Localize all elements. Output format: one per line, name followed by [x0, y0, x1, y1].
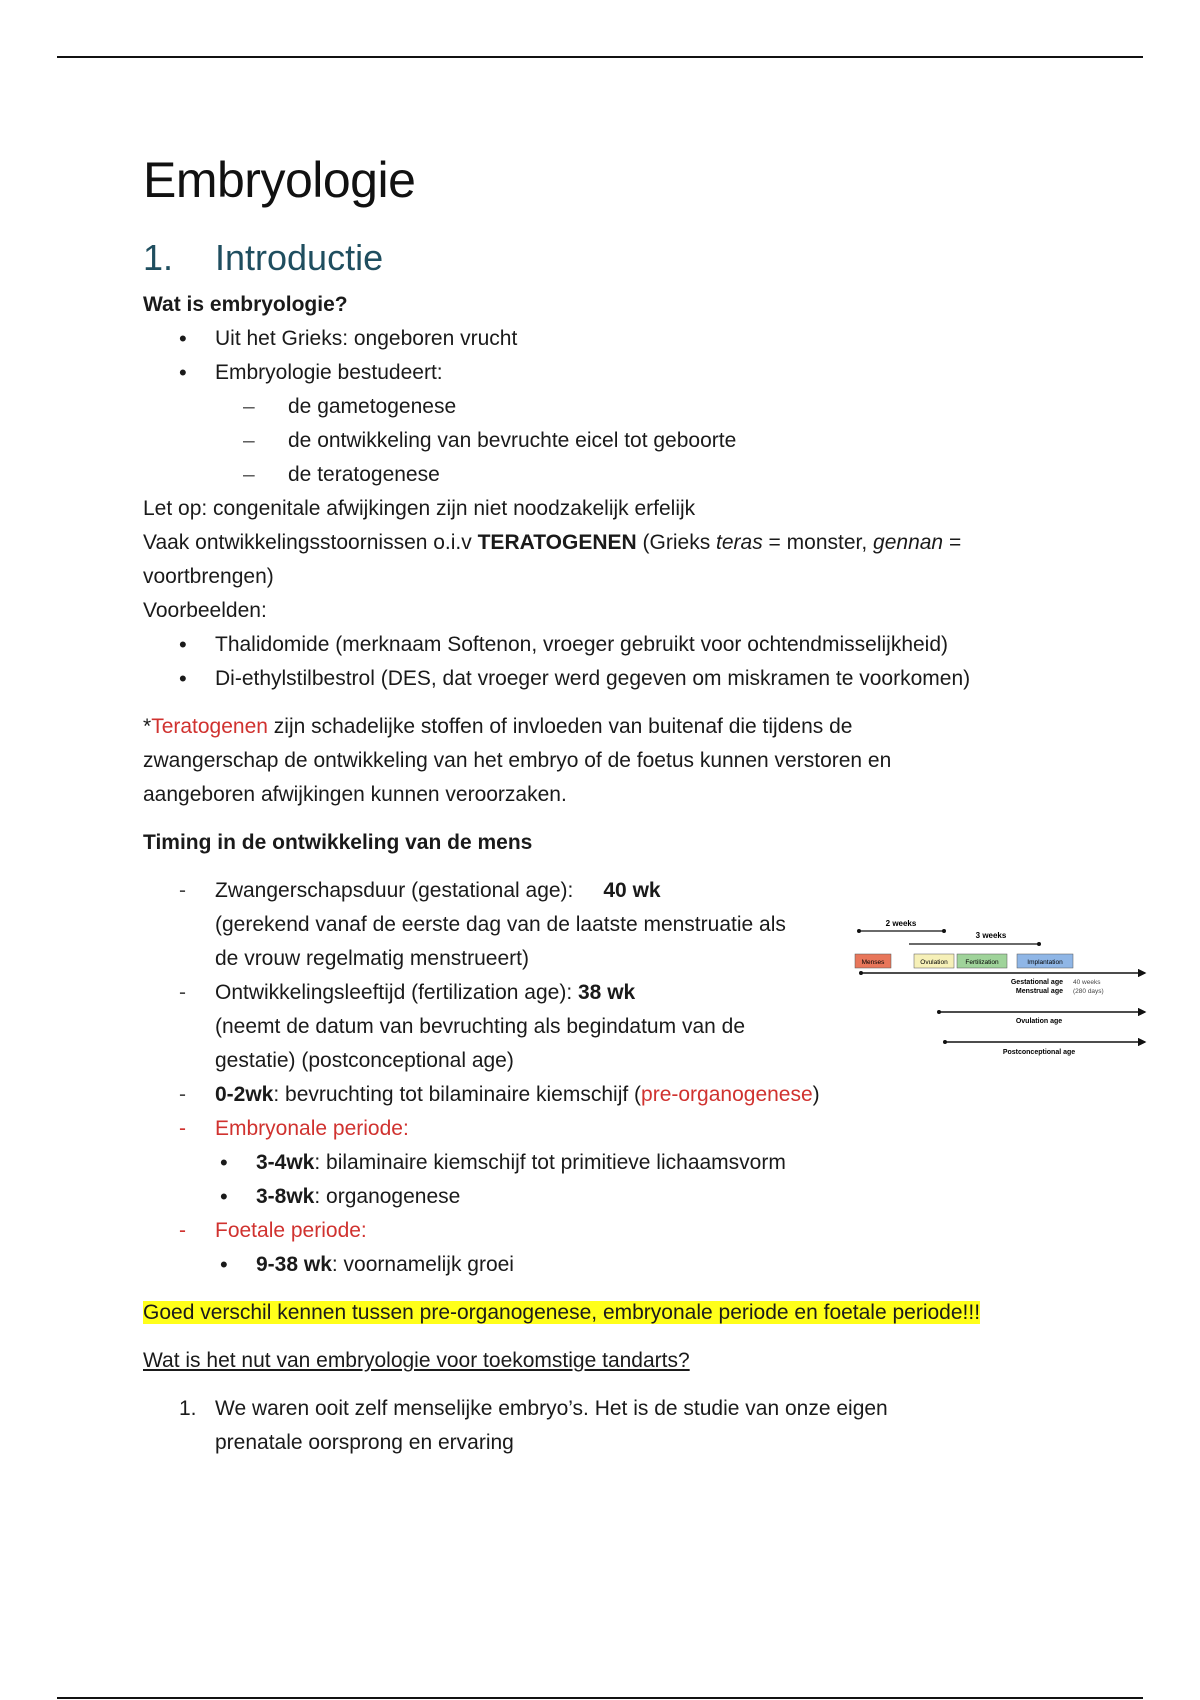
- three-weeks-label: 3 weeks: [975, 931, 1007, 940]
- section-heading: [143, 228, 1103, 288]
- list-item-gestational-age: [143, 874, 795, 976]
- list-item: • Embryologie bestudeert:: [143, 356, 1103, 390]
- bottom-rule: [57, 1697, 1143, 1699]
- text-span: ): [812, 1083, 820, 1106]
- highlight-term: pre-organogenese: [641, 1083, 813, 1106]
- note-letop: Let op: congenitale afwijkingen zijn niet noodzakelijk erfelijk: [143, 497, 696, 520]
- teratogenen-term: TERATOGENEN: [477, 531, 637, 554]
- value: 38 wk: [578, 981, 636, 1004]
- highlight-paragraph: [143, 1296, 983, 1330]
- text-span: : organogenese: [314, 1185, 461, 1208]
- postconceptional-age-label: Postconceptional age: [1002, 1049, 1076, 1056]
- list-item: [143, 1180, 1103, 1214]
- list-item: [143, 1146, 1103, 1180]
- label: Ontwikkelingsleeftijd (fertilization age):: [215, 981, 578, 1004]
- examples-label: Voorbeelden:: [143, 599, 267, 622]
- ovulation-label: Ovulation: [920, 959, 948, 966]
- menstrual-age-label: Menstrual age: [1015, 988, 1063, 995]
- implantation-label: Implantation: [1027, 959, 1063, 966]
- range: 3-8wk: [256, 1185, 315, 1208]
- list-item: – de gametogenese: [143, 390, 1103, 424]
- timeline-diagram: [849, 916, 1159, 1066]
- fetal-list: [143, 1214, 1103, 1248]
- text-span: Vaak ontwikkelingsstoornissen o.i.v: [143, 531, 478, 554]
- page-title: Embryologie: [143, 152, 416, 208]
- gestational-age-label: Gestational age: [1010, 979, 1063, 986]
- ovulation-age-label: Ovulation age: [1015, 1018, 1063, 1025]
- gennan-term: gennan: [873, 531, 944, 554]
- list-item: • Di-ethylstilbestrol (DES, dat vroeger werd gegeven om miskramen te voorkomen): [143, 662, 1103, 696]
- text-span: : voornamelijk groei: [331, 1253, 514, 1276]
- range: 9-38 wk: [256, 1253, 332, 1276]
- description: (neemt de datum van bevruchting als begindatum van de gestatie) (postconceptional age): [215, 1015, 745, 1072]
- definition-text: zijn schadelijke stoffen of invloeden van buitenaf die tijdens de zwangerschap de ontwikkeling van het embryo of de foetus kunnen verstoren en aangeboren afwijkingen kunnen veroorzaken.: [143, 715, 892, 806]
- timing-heading: Timing in de ontwikkeling van de mens: [143, 831, 533, 854]
- text-span: : bevruchting tot bilaminaire kiemschijf (: [273, 1083, 642, 1106]
- range: 0-2wk: [215, 1083, 274, 1106]
- range: 3-4wk: [256, 1151, 315, 1174]
- weeks-label: 40 weeks: [1073, 979, 1101, 986]
- teratogenen-paragraph: [143, 526, 1043, 594]
- section-title: Introductie: [215, 237, 384, 278]
- description: (gerekend vanaf de eerste dag van de laatste menstruatie als de vrouw regelmatig menstrueert): [215, 913, 786, 970]
- asterisk: *: [143, 715, 152, 738]
- label: Zwangerschapsduur (gestational age):: [215, 879, 574, 902]
- days-label: (280 days): [1073, 988, 1104, 995]
- fetal-sublist: [143, 1248, 1103, 1282]
- text-span: = voortbrengen): [143, 531, 962, 588]
- definition-term: Teratogenen: [151, 715, 268, 738]
- intro-list: [143, 322, 1103, 390]
- list-item-embryonal: [143, 1112, 1103, 1146]
- studies-list: [143, 390, 1103, 492]
- definition-note: [143, 710, 983, 812]
- fertilization-label: Fertilization: [965, 959, 999, 966]
- nut-list: [143, 1392, 1103, 1460]
- list-item: • Thalidomide (merknaam Softenon, vroeger gebruikt voor ochtendmisselijkheid): [143, 628, 1103, 662]
- highlighted-text: Goed verschil kennen tussen pre-organogenese, embryonale periode en foetale periode!!!: [143, 1301, 981, 1324]
- list-item: [143, 1392, 975, 1460]
- question-heading: Wat is embryologie?: [143, 293, 348, 316]
- list-item: • Uit het Grieks: ongeboren vrucht: [143, 322, 1103, 356]
- two-weeks-label: 2 weeks: [885, 919, 917, 928]
- text-span: : bilaminaire kiemschijf tot primitieve lichaamsvorm: [314, 1151, 786, 1174]
- list-item-fertilization-age: [143, 976, 815, 1078]
- timeline-svg: [849, 916, 1159, 1066]
- text-span: (Grieks: [636, 531, 717, 554]
- list-item: – de teratogenese: [143, 458, 1103, 492]
- page-content: [143, 140, 1103, 1460]
- item-text: We waren ooit zelf menselijke embryo’s. Het is de studie van onze eigen prenatale oorsprong en ervaring: [215, 1397, 888, 1454]
- list-item-pre-organogenesis: [143, 1078, 1103, 1112]
- list-item: – de ontwikkeling van bevruchte eicel tot geboorte: [143, 424, 1103, 458]
- section-number: 1.: [143, 237, 174, 278]
- menses-label: Menses: [861, 959, 885, 966]
- nut-question: Wat is het nut van embryologie voor toekomstige tandarts?: [143, 1349, 690, 1372]
- list-item: [143, 1248, 1103, 1282]
- period-label: Embryonale periode:: [215, 1117, 409, 1140]
- top-rule: [57, 56, 1143, 58]
- text-span: = monster,: [762, 531, 874, 554]
- value: 40 wk: [603, 879, 661, 902]
- list-item-fetal: [143, 1214, 1103, 1248]
- teras-term: teras: [716, 531, 763, 554]
- embryonal-sublist: [143, 1146, 1103, 1214]
- period-label: Foetale periode:: [215, 1219, 367, 1242]
- item-number: 1.: [179, 1397, 197, 1420]
- examples-list: [143, 628, 1103, 696]
